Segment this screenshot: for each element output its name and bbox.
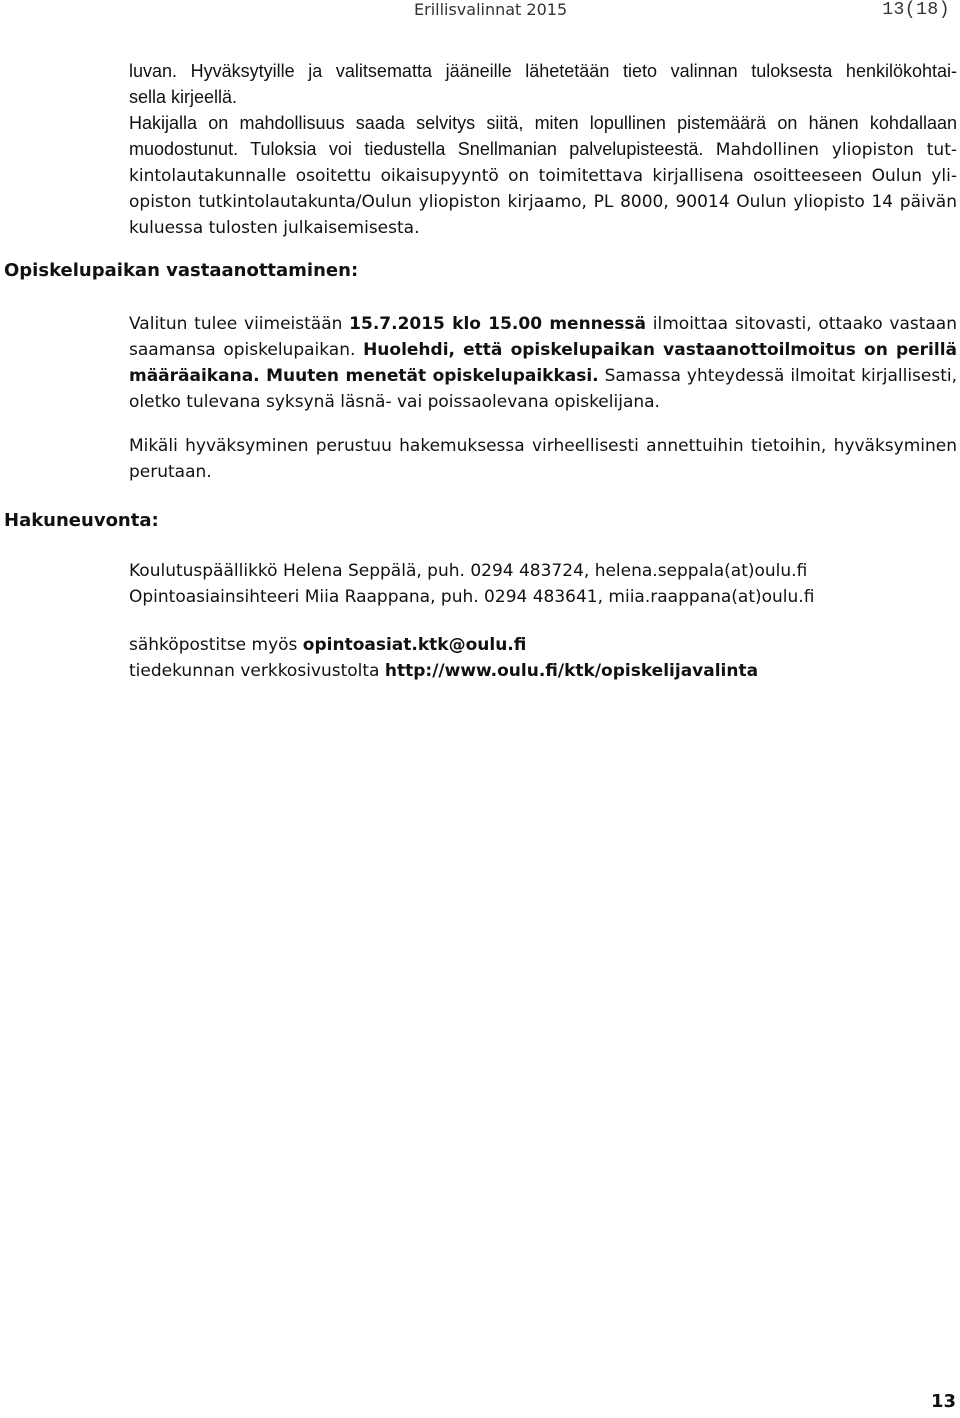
text-line: sella kirjeellä. [129, 87, 238, 107]
contact-line: Opintoasiainsihteeri Miia Raappana, puh. 0294 483641, miia.raappana(at)oulu.fi [129, 587, 815, 607]
email-link[interactable]: opintoasiat.ktk@oulu.fi [302, 635, 527, 655]
appeal-start: Mahdollinen yliopiston tut- [715, 140, 957, 160]
email-line [129, 632, 957, 658]
deadline: 15.7.2015 klo 15.00 mennessä [349, 314, 647, 334]
text-line: kintolautakunnalle osoitettu oikaisupyyntö on toimitettava kirjallisena osoitteeseen Oulun yli- [129, 166, 957, 186]
online-contacts [129, 632, 957, 684]
text-segment: Samassa yhteydessä ilmoitat kirjallisesti, oletko tulevana syksynä läsnä- vai poissaolevana opiskelijana. [129, 366, 958, 412]
page-header [0, 0, 960, 40]
text-line [129, 136, 957, 163]
document-title: Erillisvalinnat 2015 [414, 0, 568, 19]
email-prefix: sähköpostitse myös [129, 635, 303, 655]
text-line: kuluessa tulosten julkaisemisesta. [129, 218, 420, 238]
acceptance-paragraph [129, 311, 957, 415]
guidance-heading: Hakuneuvonta: [4, 510, 159, 531]
text-segment: Valitun tulee viimeistään [129, 314, 350, 334]
contact-line: Koulutuspäällikkö Helena Seppälä, puh. 0294 483724, helena.seppala(at)oulu.fi [129, 561, 808, 581]
text-line: Hakijalla on mahdollisuus saada selvitys siitä, miten lopullinen pistemäärä on hänen kohdallaan [129, 113, 957, 133]
web-line [129, 658, 957, 684]
text-segment: ilmoittaa sitovasti, ottaako vastaan saamansa opiskelupaikan. [129, 314, 958, 360]
page-number: 13 [930, 1391, 956, 1412]
text-segment: muodostunut. Tuloksia voi tiedustella Snellmanian palvelupisteestä. [129, 139, 716, 159]
web-prefix: tiedekunnan verkkosivustolta [129, 661, 385, 681]
warning: Huolehdi, että opiskelupaikan vastaanottoilmoitus on perillä määräaikana. Muuten menetät opiskelupaikkasi. [129, 340, 957, 386]
page-indicator: 13(18) [882, 0, 950, 20]
acceptance-heading: Opiskelupaikan vastaanottaminen: [4, 260, 359, 281]
text-line: luvan. Hyväksytyille ja valitsematta jääneille lähetetään tieto valinnan tuloksesta henkilökohtai- [129, 61, 957, 81]
web-link[interactable]: http://www.oulu.fi/ktk/opiskelijavalinta [384, 661, 759, 681]
text-line: opiston tutkintolautakunta/Oulun yliopiston kirjaamo, PL 8000, 90014 Oulun yliopisto 14 päivän [129, 192, 957, 212]
cancellation-paragraph: Mikäli hyväksyminen perustuu hakemuksessa virheellisesti annettuihin tietoihin, hyväksyminen perutaan. [129, 436, 957, 482]
results-paragraph [129, 58, 957, 241]
contact-list [129, 558, 957, 610]
